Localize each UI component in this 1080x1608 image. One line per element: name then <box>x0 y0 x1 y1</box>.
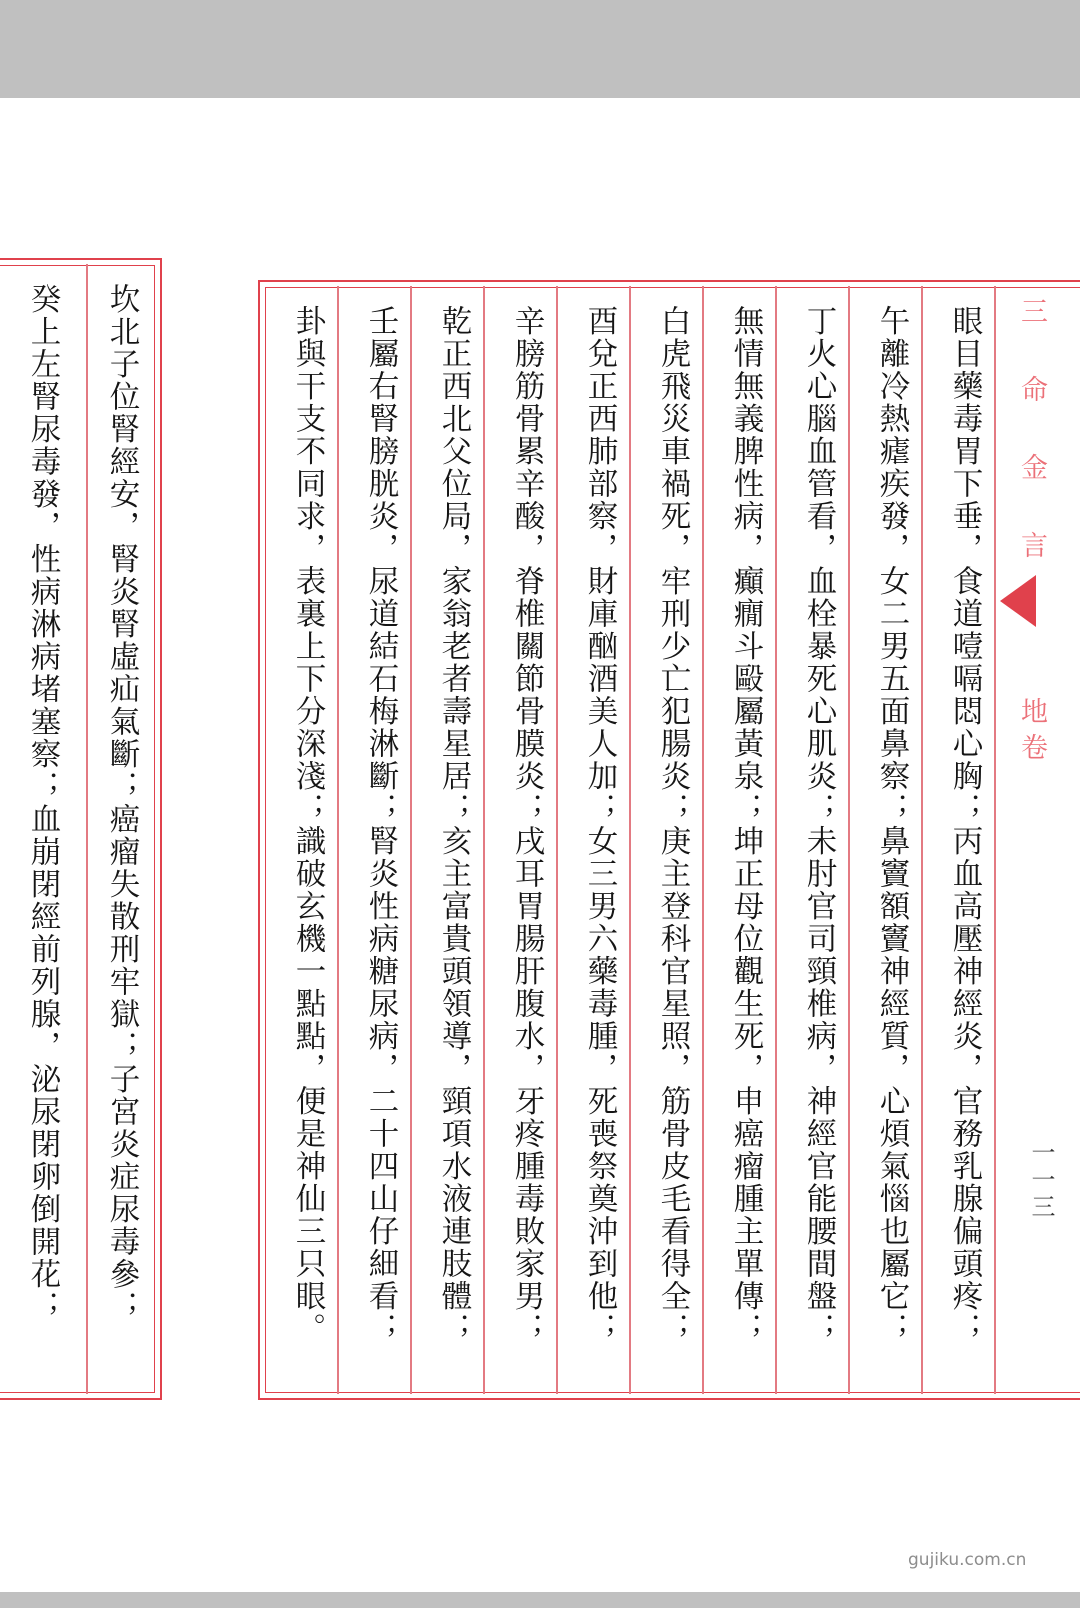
running-head-char: 言 <box>1021 531 1048 562</box>
running-head-char: 命 <box>1021 375 1048 406</box>
right-text-column-9: 壬屬右腎膀胱炎，尿道結石梅淋斷；腎炎性病糖尿病，二十四山仔細看； <box>363 305 398 1345</box>
column-rule <box>337 286 339 1394</box>
site-watermark: gujiku.com.cn <box>908 1550 1027 1570</box>
right-text-column-8: 乾正西北父位局，家翁老者壽星居；亥主富貴頭領導，頸項水液連肢體； <box>436 305 471 1345</box>
column-rule <box>410 286 412 1394</box>
column-rule <box>848 286 850 1394</box>
right-text-column-6: 酉兌正西肺部察，財庫酗酒美人加；女三男六藥毒腫，死喪祭奠沖到他； <box>582 305 617 1345</box>
right-text-column-4: 無情無義脾性病，癲癇斗毆屬黃泉；坤正母位觀生死，申癌瘤腫主單傳； <box>728 305 763 1345</box>
left-text-column-1: 坎北子位腎經安，腎炎腎虛疝氣斷；癌瘤失散刑牢獄；子宮炎症尿毒參； <box>104 283 139 1323</box>
left-text-column-2: 癸上左腎尿毒發，性病淋病堵塞察；血崩閉經前列腺，泌尿閉卵倒開花； <box>25 283 60 1323</box>
column-rule <box>629 286 631 1394</box>
right-text-column-1: 眼目藥毒胃下垂，食道噎嗝悶心胸；丙血高壓神經炎，官務乳腺偏頭疼； <box>947 305 982 1345</box>
running-head-char: 金 <box>1021 453 1048 484</box>
right-text-column-3: 丁火心腦血管看，血栓暴死心肌炎；未肘官司頸椎病，神經官能腰間盤； <box>801 305 836 1345</box>
column-rule <box>556 286 558 1394</box>
running-head-char: 地 <box>1021 697 1048 728</box>
column-rule <box>702 286 704 1394</box>
viewer-top-bar <box>0 0 1080 98</box>
column-rule <box>994 286 996 1394</box>
right-text-column-2: 午離冷熱瘧疾發，女二男五面鼻察；鼻竇額竇神經質，心煩氣惱也屬它； <box>874 305 909 1345</box>
right-text-column-10: 卦與干支不同求，表裏上下分深淺；識破玄機一點點，便是神仙三只眼。 <box>290 305 325 1345</box>
column-rule <box>921 286 923 1394</box>
column-rule <box>86 264 88 1394</box>
page-number: 一一三 <box>1027 1140 1055 1221</box>
fishtail-mark <box>1000 575 1036 627</box>
right-text-column-7: 辛膀筋骨累辛酸，脊椎關節骨膜炎；戌耳胃腸肝腹水，牙疼腫毒敗家男； <box>509 305 544 1345</box>
right-text-column-5: 白虎飛災車禍死，牢刑少亡犯腸炎；庚主登科官星照，筋骨皮毛看得全； <box>655 305 690 1345</box>
viewer-bottom-bar <box>0 1592 1080 1608</box>
column-rule <box>775 286 777 1394</box>
running-head-char: 卷 <box>1021 733 1048 764</box>
running-head-char: 三 <box>1021 297 1048 328</box>
column-rule <box>483 286 485 1394</box>
